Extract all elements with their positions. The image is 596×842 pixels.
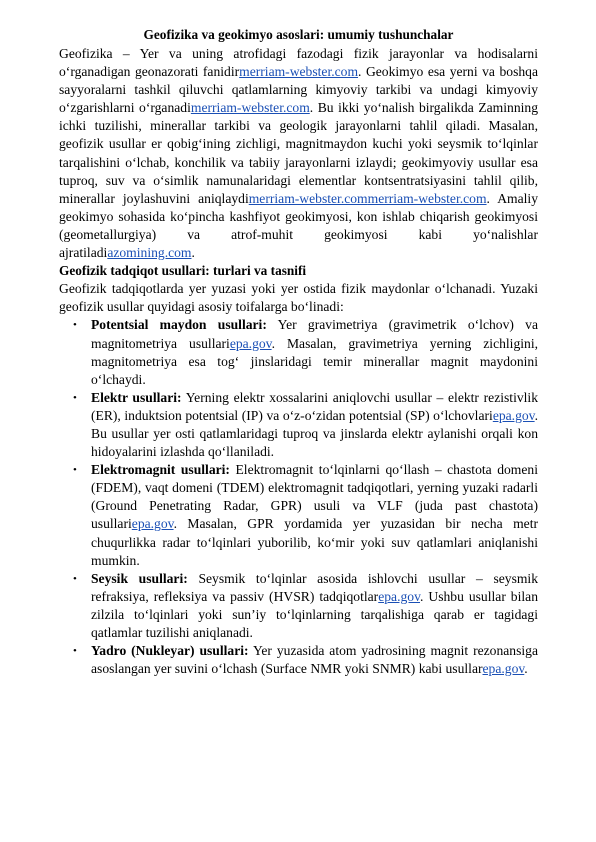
list-item (59, 570, 538, 642)
method-term: Potentsial maydon usullari: (91, 317, 267, 333)
methods-list (59, 316, 538, 678)
list-item (59, 642, 538, 678)
citation-link[interactable]: epa.gov (378, 588, 420, 604)
section-heading: Geofizik tadqiqot usullari: turlari va tasnifi (59, 263, 307, 279)
intro-text-5: . (191, 245, 195, 261)
method-text-after: . Ushbu usullar bilan zilzila to‘lqinlari yoki sun’iy to‘lqinlarning tarqalishiga qarab er tagidagi qatlamlar tuzilishi aniqlanadi. (91, 588, 538, 640)
method-text: Yerning elektr xossalarini aniqlovchi usullar – elektr rezistivlik (ER), induktsion potentsial (IP) va o‘z-o‘zidan potentsial (SP) o‘lchovlari (91, 389, 538, 423)
list-item (59, 389, 538, 461)
page-title: Geofizika va geokimyo asoslari: umumiy tushunchalar (143, 27, 454, 42)
citation-link[interactable]: epa.gov (492, 407, 535, 423)
bullet-icon: • (73, 464, 77, 477)
method-term: Seysik usullari: (91, 570, 188, 586)
list-item (59, 316, 538, 388)
method-term: Yadro (Nukleyar) usullari: (91, 643, 249, 659)
method-term: Elektr usullari: (91, 389, 182, 405)
intro-text-2: . Geokimyo esa yerni va boshqa sayyoralarni tashkil qiluvchi qatlamlarning kimyoviy tarkibi va undagi kimyoviy o‘zgarishlarni o‘rganadi (59, 64, 538, 116)
section-paragraph: Geofizik tadqiqotlarda yer yuzasi yoki yer ostida fizik maydonlar o‘lchanadi. Yuzaki geofizik usullar quyidagi asosiy toifalarga bo‘linadi: (59, 281, 538, 315)
intro-paragraph (59, 45, 538, 262)
method-text-after: . Masalan, GPR yordamida yer yuzasidan bir necha metr chuqurlikka radar to‘lqinlari yuborilib, ko‘mir yoki suv qatlamlari aniqlanishi mumkin. (91, 516, 538, 568)
document-page (59, 26, 538, 678)
bullet-icon: • (73, 572, 77, 585)
citation-link[interactable]: epa.gov (131, 516, 174, 532)
bullet-icon: • (73, 645, 77, 658)
method-text: Yer gravimetriya (gravimetrik o‘lchov) va magnitometriya usullari (91, 317, 538, 351)
citation-link[interactable]: merriam-webster.com (367, 190, 487, 206)
citation-link[interactable]: azomining.com (107, 245, 192, 261)
method-text-after: . Bu usullar yer osti qatlamlaridagi tuproq va jinslarda elektr aylanishi orqali kon hidoyalarini izlashda qo‘llaniladi. (91, 407, 538, 460)
bullet-icon: • (73, 319, 77, 332)
citation-link[interactable]: merriam-webster.com (248, 190, 368, 206)
list-item (59, 461, 538, 570)
method-text-after: . (524, 661, 528, 677)
method-text: Elektromagnit to‘lqinlarni qo‘llash – chastota domeni (FDEM), vaqt domeni (TDEM) elektromagnit tadqiqotlari, yerning yuzaki radarli (Ground Penetrating Radar, GPR) usuli va VLF (juda past chastota) usullari (91, 462, 538, 532)
citation-link[interactable]: epa.gov (229, 335, 272, 351)
citation-link[interactable]: epa.gov (482, 661, 525, 677)
intro-text-4: . Amaliy geokimyo sohasida ko‘pincha kashfiyot geokimyosi, kon ishlab chiqarish geokimyosi (geometallurgiya) va atrof-muhit geokimyosi kabi yo‘nalishlar ajratiladi (59, 190, 539, 261)
intro-text-1: Geofizika – Yer va uning atrofidagi fazodagi fizik jarayonlar va hodisalarni o‘rganadigan geonazorati fanidir (59, 46, 538, 80)
bullet-icon: • (73, 391, 77, 404)
intro-text-3: . Bu ikki yo‘nalish birgalikda Zaminning ichki tuzilishi, minerallar tarkibi va geologik jarayonlarni tahlil qiladi. Masalan, geofizik usullar er qobig‘ining zichligi, magnitmaydon kuchi yoki seysmik to‘lqinlar tarqalishini o‘lchab, konchilik va tabiiy jarayonlarni izlaydi; geokimyoviy usullar esa tuproq, suv va o‘simlik namunalaridagi elementlar kontsentratsiyasini tahlil qilib, minerallar joylashuvini aniqlaydi (59, 100, 538, 206)
method-text: Seysmik to‘lqinlar asosida ishlovchi usullar – seysmik refraksiya, refleksiya va passiv (HVSR) tadqiqotlar (91, 570, 539, 604)
citation-link[interactable]: merriam-webster.com (239, 64, 359, 80)
citation-link[interactable]: merriam-webster.com (190, 100, 310, 116)
method-text-after: . Masalan, gravimetriya yerning zichligini, magnitometriya esa tog‘ jinslaridagi temir minerallar magnit maydonini o‘lchaydi. (91, 335, 538, 387)
method-text: Yer yuzasida atom yadrosining magnit rezonansiga asoslangan yer suvini o‘lchash (Surface NMR yoki SNMR) kabi usullar (91, 643, 539, 677)
method-term: Elektromagnit usullari: (91, 462, 230, 478)
